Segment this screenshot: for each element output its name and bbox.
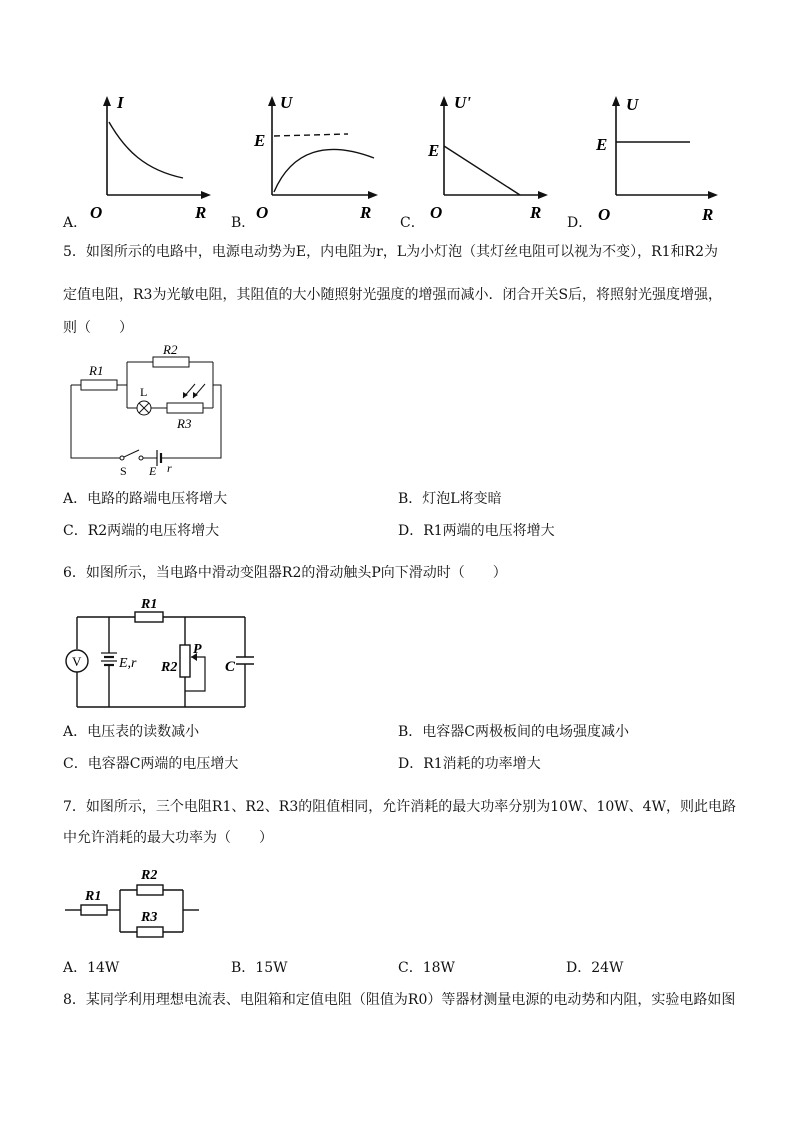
graph-c-x-label: R [530, 203, 542, 222]
q6-option-c: C．电容器C两端的电压增大 [63, 756, 239, 772]
q5-option-b: B．灯泡L将变暗 [398, 491, 502, 507]
q5-label-r: r [167, 461, 172, 475]
graph-a-origin: O [90, 203, 103, 222]
graph-b-origin: O [256, 203, 269, 222]
q7-label-r3: R3 [141, 910, 158, 925]
q6-circuit-diagram [65, 595, 265, 715]
graph-b-letter: B． [231, 215, 256, 231]
q6-label-p: P [193, 642, 202, 657]
graph-c-letter: C． [400, 215, 425, 231]
q5-line-2: 定值电阻，R3为光敏电阻，其阻值的大小随照射光强度的增强而减小．闭合开关S后，将照射光强度增强， [63, 287, 723, 303]
graph-a-x-label: R [195, 203, 207, 222]
q7-option-a: A．14W [63, 960, 120, 976]
graph-b-x-label: R [360, 203, 372, 222]
graph-d-y-label: U [626, 95, 639, 114]
q7-resistor-r1 [81, 905, 107, 915]
graph-b-y-label: U [280, 93, 293, 112]
q7-option-d: D．24W [566, 960, 624, 976]
q6-label-r1: R1 [141, 597, 158, 612]
graph-d [590, 90, 725, 225]
q6-resistor-r1 [135, 612, 163, 622]
q7-label-r2: R2 [141, 868, 158, 883]
q5-photoresistor-r3 [167, 403, 203, 413]
q7-circuit-diagram [65, 860, 205, 942]
q7-line-1: 7．如图所示，三个电阻R1、R2、R3的阻值相同，允许消耗的最大功率分别为10W、10W、4W，则此电路 [63, 799, 736, 815]
q7-option-b: B．15W [231, 960, 288, 976]
q5-label-r1: R1 [89, 363, 104, 378]
graph-d-e-label: E [596, 135, 608, 154]
q6-rheostat-r2 [180, 645, 190, 677]
graph-c-origin: O [430, 203, 443, 222]
q5-line-1: 5．如图所示的电路中，电源电动势为E，内电阻为r，L为小灯泡（其灯丝电阻可以视为不变），R1和R2为 [63, 244, 719, 260]
q5-label-s: S [120, 464, 127, 475]
q6-label-r2: R2 [161, 660, 178, 675]
q5-label-e: E [149, 464, 157, 475]
q7-option-c: C．18W [398, 960, 455, 976]
q6-label-v: V [72, 654, 82, 669]
q5-label-r2: R2 [163, 342, 178, 357]
graph-d-origin: O [598, 205, 611, 224]
graph-c [422, 90, 552, 225]
q6-line-1: 6．如图所示，当电路中滑动变阻器R2的滑动触头P向下滑动时（ ） [63, 565, 507, 581]
q7-label-r1: R1 [85, 889, 102, 904]
graph-a [85, 90, 215, 225]
q5-option-c: C．R2两端的电压将增大 [63, 523, 220, 539]
q7-resistor-r3 [137, 927, 163, 937]
graph-d-letter: D． [567, 215, 593, 231]
graph-b-e-label: E [254, 131, 266, 150]
q6-option-a: A．电压表的读数减小 [63, 724, 200, 740]
q5-option-d: D．R1两端的电压将增大 [398, 523, 555, 539]
q7-resistor-r2 [137, 885, 163, 895]
q6-option-b: B．电容器C两极板间的电场强度减小 [398, 724, 629, 740]
q5-switch-icon [124, 450, 139, 457]
q5-line-3: 则（ ） [63, 320, 133, 336]
q5-label-l: L [140, 385, 148, 399]
q5-option-a: A．电路的路端电压将增大 [63, 491, 228, 507]
q5-resistor-r2 [153, 357, 189, 367]
graph-c-e-label: E [428, 141, 440, 160]
q7-line-2: 中允许消耗的最大功率为（ ） [63, 830, 273, 846]
q5-circuit-diagram [65, 340, 235, 475]
q5-resistor-r1 [81, 380, 117, 390]
q6-option-d: D．R1消耗的功率增大 [398, 756, 541, 772]
graph-c-y-label: U' [454, 93, 471, 112]
q6-label-c: C [225, 659, 236, 675]
graph-a-letter: A． [63, 215, 88, 231]
q6-label-er: E,r [119, 656, 137, 671]
q8-line-1: 8．某同学利用理想电流表、电阻箱和定值电阻（阻值为R0）等器材测量电源的电动势和内阻，实验电路如图 [63, 992, 736, 1008]
q5-label-r3: R3 [177, 416, 192, 431]
graph-b [252, 90, 382, 225]
graph-a-y-label: I [117, 93, 124, 112]
graph-d-x-label: R [702, 205, 714, 224]
